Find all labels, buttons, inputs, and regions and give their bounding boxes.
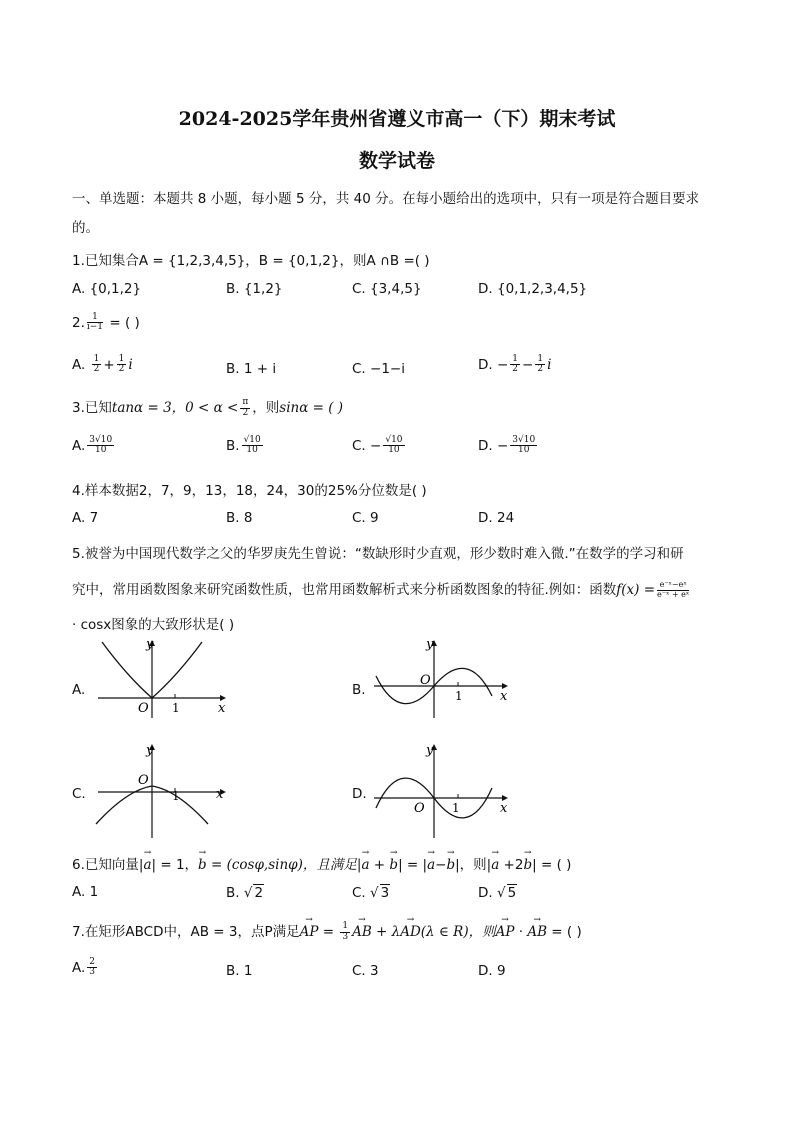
q5-line2 xyxy=(72,578,691,599)
q2-d-half2-den: 2 xyxy=(537,364,544,375)
q3-d-den: 10 xyxy=(518,445,530,456)
q7-p3: = ( ) xyxy=(547,924,582,940)
q2-a-half2-num: 1 xyxy=(118,354,125,364)
q3-option-b xyxy=(226,436,265,456)
q3-c-frac xyxy=(383,436,404,456)
q2-a-label: A. xyxy=(72,356,86,373)
y-label: y xyxy=(426,637,434,652)
q3-a-den: 10 xyxy=(95,445,107,456)
q6-p6: − xyxy=(435,857,447,873)
q7-vec-ap2: → AP xyxy=(496,924,515,940)
q2-frac-num: 1 xyxy=(87,313,103,323)
radical-icon: √ xyxy=(243,885,253,901)
q2-fraction xyxy=(87,313,103,333)
q6-c-label: C. xyxy=(352,885,366,901)
q7-frac xyxy=(340,922,350,942)
q2-frac-den: i−1 xyxy=(86,322,104,333)
q2-d-half1-num: 1 xyxy=(512,354,519,364)
q2-d-half2 xyxy=(535,355,545,375)
origin-label: O xyxy=(138,701,149,716)
tick-label: 1 xyxy=(172,789,180,803)
q4-option-b: B. 8 xyxy=(226,510,253,526)
q2-a-i: i xyxy=(128,356,133,373)
q7-option-a xyxy=(72,958,99,978)
q7-vec-ad: → AD xyxy=(400,924,421,940)
q3-a-num: 3√10 xyxy=(89,435,113,445)
q3-d-num: 3√10 xyxy=(512,435,536,445)
q7-frac-num: 1 xyxy=(342,921,349,932)
q5-fx-frac xyxy=(657,581,689,599)
q6-option-b xyxy=(226,884,264,901)
q2-prefix: 2. xyxy=(72,314,85,331)
q3-tan: tanα = 3，0 < α < xyxy=(111,400,239,416)
section-intro-line1: 一、单选题：本题共 8 小题，每小题 5 分，共 40 分。在每小题给出的选项中，只有一项是符合题目要求 xyxy=(72,191,700,207)
origin-label: O xyxy=(138,773,149,788)
q1-option-d: D. {0,1,2,3,4,5} xyxy=(478,281,588,297)
q6-option-d xyxy=(478,884,517,901)
q6-vec-b3: → b xyxy=(446,857,455,873)
q5-graph-d xyxy=(368,740,513,840)
q3-pi-frac xyxy=(240,398,250,418)
y-label: y xyxy=(146,743,154,758)
q7-vec-ab2: → AB xyxy=(527,924,547,940)
q7-option-d: D. 9 xyxy=(478,963,506,979)
q3-sin: sinα = ( ) xyxy=(279,400,344,416)
q6-p1: 6.已知向量| xyxy=(72,857,144,873)
q3-c-den: 10 xyxy=(388,445,400,456)
exam-title: 2024-2025学年贵州省遵义市高一（下）期末考试 xyxy=(178,108,616,130)
q6-p9: | = ( ) xyxy=(532,857,572,873)
q3-b-label: B. xyxy=(226,437,240,454)
q5-line2-text: 究中，常用函数图象来研究函数性质，也常用函数解析式来分析函数图象的特征.例如：函数 xyxy=(72,582,617,598)
q6-b-radicand: 2 xyxy=(254,885,264,901)
q6-b-label: B. xyxy=(226,885,240,901)
q7-frac-den: 3 xyxy=(342,931,349,942)
q3-a-frac xyxy=(87,436,114,456)
q2-suffix: = ( ) xyxy=(105,314,140,331)
q6-option-a: A. 1 xyxy=(72,884,99,900)
y-label: y xyxy=(146,637,154,652)
q5-fx-num: e⁻ˣ−eˣ xyxy=(657,581,689,590)
q6-p8: +2 xyxy=(499,857,524,873)
q3-mid: ，则 xyxy=(252,400,280,416)
q5-graph-b-label: B. xyxy=(352,682,366,698)
q3-prefix: 3.已知 xyxy=(72,400,112,416)
q3-c-label: C. − xyxy=(352,437,382,454)
q7-p2: (λ ∈ R)，则 xyxy=(420,924,496,940)
q1-option-c: C. {3,4,5} xyxy=(352,281,422,297)
q6-vec-a4: → a xyxy=(491,857,499,873)
q7-dot: · xyxy=(514,924,528,940)
q6-d-radicand: 5 xyxy=(507,885,517,901)
q7-a-den: 3 xyxy=(89,967,96,978)
q7-a-num: 2 xyxy=(89,957,96,967)
q6-p5: | = | xyxy=(398,857,428,873)
q3-d-label: D. − xyxy=(478,437,509,454)
q7-a-frac xyxy=(87,958,97,978)
q5-fx: f(x) = xyxy=(616,582,656,598)
origin-label: O xyxy=(414,801,425,816)
q6-c-radicand: 3 xyxy=(380,885,390,901)
q2-d-half2-num: 1 xyxy=(537,354,544,364)
q7-vec-ap: → AP xyxy=(300,924,319,940)
q2-a-half1-num: 1 xyxy=(93,354,100,364)
q7-vec-ab: → AB xyxy=(352,924,372,940)
x-label: x xyxy=(500,801,508,816)
q5-graph-b xyxy=(368,636,513,720)
q3-option-d xyxy=(478,436,539,456)
q4-option-d: D. 24 xyxy=(478,510,515,526)
x-label: x xyxy=(500,689,508,704)
q5-fx-den: e⁻ˣ + eˣ xyxy=(657,589,690,599)
q6-p4: + xyxy=(369,857,390,873)
q7-stem xyxy=(72,920,582,942)
q3-b-frac xyxy=(242,436,263,456)
q2-d-half1-den: 2 xyxy=(512,364,519,375)
exam-subtitle: 数学试卷 xyxy=(358,150,435,172)
tick-label: 1 xyxy=(455,689,463,703)
q2-option-d xyxy=(478,355,551,375)
y-label: y xyxy=(426,743,434,758)
radical-icon: √ xyxy=(370,885,379,901)
q6-vec-a: → a xyxy=(143,857,151,873)
q2-option-b: B. 1 + i xyxy=(226,361,277,377)
q3-d-frac xyxy=(510,436,537,456)
q6-p7: |，则| xyxy=(455,857,492,873)
q2-d-label: D. − xyxy=(478,356,509,373)
q6-p2: | = 1， xyxy=(151,857,199,873)
q1-option-a: A. {0,1,2} xyxy=(72,281,142,297)
origin-label: O xyxy=(420,673,431,688)
tick-label: 1 xyxy=(172,701,180,715)
q7-p1: 7.在矩形ABCD中，AB = 3，点P满足 xyxy=(72,924,300,940)
q7-eq: = xyxy=(318,924,339,940)
q2-option-c: C. −1−i xyxy=(352,361,405,377)
q6-p3: = (cosφ,sinφ)，且满足| xyxy=(206,857,362,873)
q6-vec-b4: → b xyxy=(523,857,532,873)
q3-b-den: 10 xyxy=(246,445,258,456)
q6-vec-b: → b xyxy=(198,857,207,873)
q2-option-a xyxy=(72,355,133,375)
q5-graph-c xyxy=(92,740,232,840)
q5-line1: 5.被誉为中国现代数学之父的华罗庚先生曾说：“数缺形时少直观，形少数时难入微.”在数学的学习和研 xyxy=(72,546,684,562)
q2-stem xyxy=(72,313,140,333)
q4-option-a: A. 7 xyxy=(72,510,99,526)
q3-stem xyxy=(72,396,343,418)
q5-graph-c-label: C. xyxy=(72,786,86,802)
q7-plus: + λ xyxy=(371,924,401,940)
q1-stem: 1.已知集合A = {1,2,3,4,5}，B = {0,1,2}，则A ∩B =( ) xyxy=(72,253,430,269)
q3-pi-den: 2 xyxy=(242,407,249,418)
q6-stem xyxy=(72,853,571,873)
q6-d-label: D. xyxy=(478,885,493,901)
q5-graph-a-label: A. xyxy=(72,682,86,698)
q3-a-label: A. xyxy=(72,437,86,454)
q2-a-half1 xyxy=(92,355,102,375)
q2-a-plus: + xyxy=(103,356,115,373)
q4-stem: 4.样本数据2，7，9，13，18，24，30的25%分位数是( ) xyxy=(72,483,427,499)
q7-a-label: A. xyxy=(72,959,86,976)
q3-pi-num: π xyxy=(242,397,249,408)
section-intro-line2: 的。 xyxy=(72,220,99,236)
q2-d-minus: − xyxy=(522,356,534,373)
q2-d-half1 xyxy=(510,355,520,375)
q3-c-num: √10 xyxy=(385,435,403,445)
q1-option-b: B. {1,2} xyxy=(226,281,283,297)
q3-option-a xyxy=(72,436,116,456)
q7-option-b: B. 1 xyxy=(226,963,253,979)
q3-option-c xyxy=(352,436,407,456)
q2-a-half1-den: 2 xyxy=(93,364,100,375)
q5-graph-d-label: D. xyxy=(352,786,367,802)
q5-line3: · cosx图象的大致形状是( ) xyxy=(72,617,235,633)
x-label: x xyxy=(216,787,224,802)
q6-option-c xyxy=(352,884,390,901)
q7-option-c: C. 3 xyxy=(352,963,379,979)
q2-a-half2-den: 2 xyxy=(118,364,125,375)
q4-option-c: C. 9 xyxy=(352,510,379,526)
q6-vec-a3: → a xyxy=(427,857,435,873)
q6-vec-a2: → a xyxy=(361,857,369,873)
q6-vec-b2: → b xyxy=(389,857,398,873)
q2-d-i: i xyxy=(547,356,552,373)
q5-graph-a xyxy=(92,636,232,720)
x-label: x xyxy=(218,701,226,716)
q3-b-num: √10 xyxy=(243,435,261,445)
radical-icon: √ xyxy=(496,885,506,901)
q2-a-half2 xyxy=(117,355,127,375)
tick-label: 1 xyxy=(452,801,460,815)
